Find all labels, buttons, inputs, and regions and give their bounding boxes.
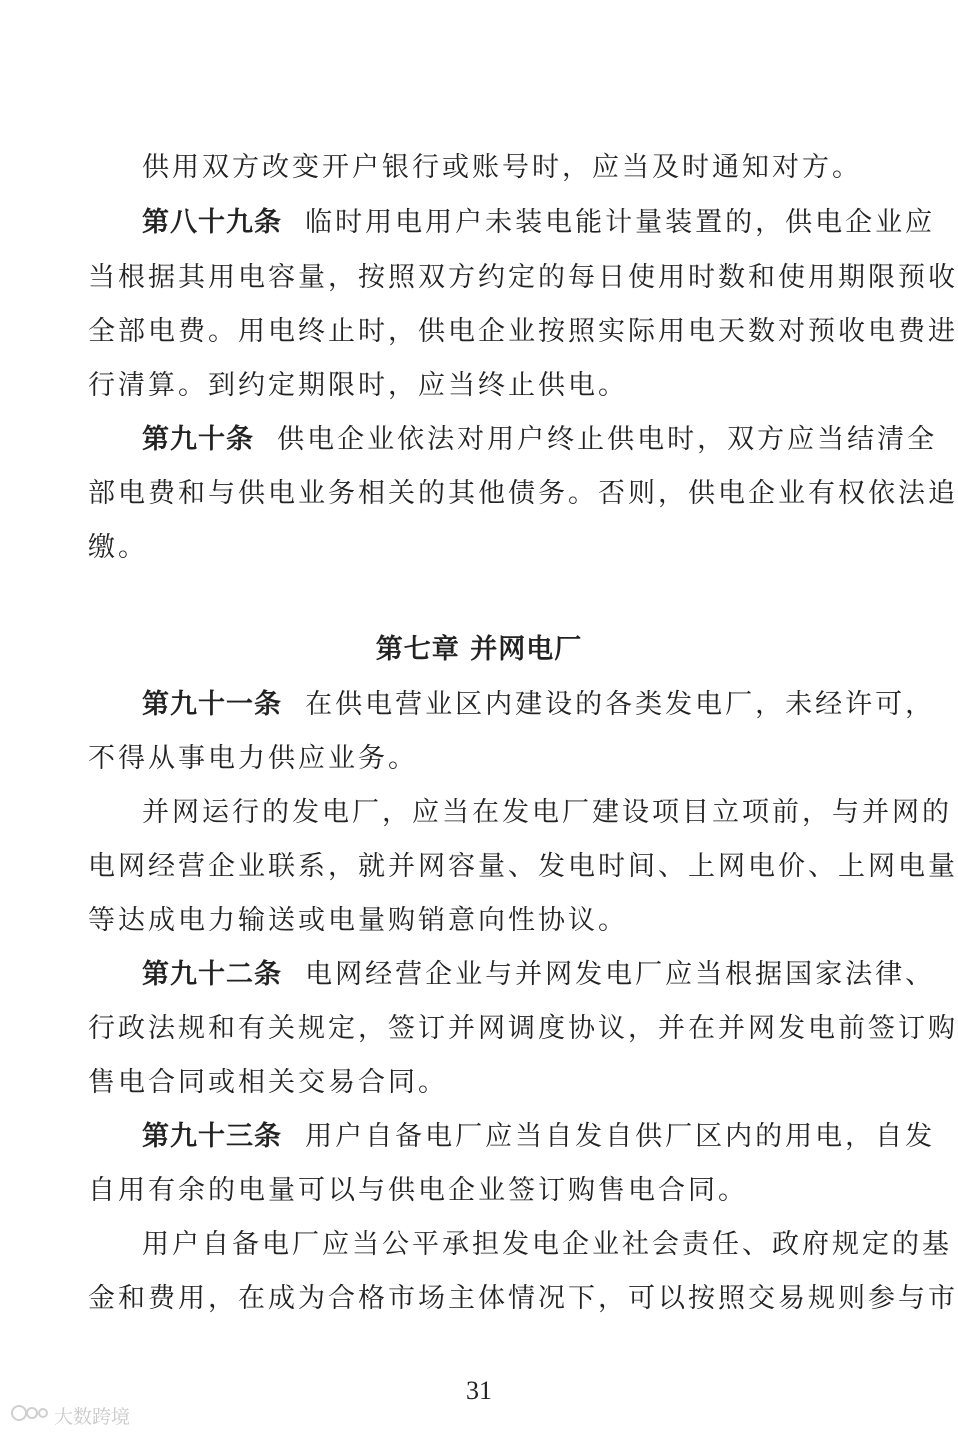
paragraph-line: 全部电费。用电终止时，供电企业按照实际用电天数对预收电费进 xyxy=(88,316,958,347)
watermark xyxy=(10,1402,130,1429)
paragraph-line: 第九十二条 电网经营企业与并网发电厂应当根据国家法律、 xyxy=(142,959,936,990)
article-heading: 第九十条 xyxy=(142,424,254,455)
paragraph-line: 等达成电力输送或电量购销意向性协议。 xyxy=(88,905,628,936)
paragraph-line: 供用双方改变开户银行或账号时，应当及时通知对方。 xyxy=(142,152,862,183)
paragraph-line: 行政法规和有关规定，签订并网调度协议，并在并网发电前签订购 xyxy=(88,1013,958,1044)
paragraph-line: 金和费用，在成为合格市场主体情况下，可以按照交易规则参与市 xyxy=(88,1283,958,1314)
paragraph-line: 第九十一条 在供电营业区内建设的各类发电厂，未经许可， xyxy=(142,689,936,720)
page-number: 31 xyxy=(466,1376,492,1405)
paragraph-line: 售电合同或相关交易合同。 xyxy=(88,1067,448,1098)
watermark-text: 大数跨境 xyxy=(54,1406,131,1428)
paragraph-line: 第九十三条 用户自备电厂应当自发自供厂区内的用电，自发 xyxy=(142,1121,936,1152)
paragraph-line: 用户自备电厂应当公平承担发电企业社会责任、政府规定的基 xyxy=(142,1229,952,1260)
paragraph-line: 电网经营企业联系，就并网容量、发电时间、上网电价、上网电量 xyxy=(88,851,958,882)
logo-icon xyxy=(10,1402,50,1429)
article-heading: 第八十九条 xyxy=(142,207,282,238)
paragraph-line: 当根据其用电容量，按照双方约定的每日使用时数和使用期限预收 xyxy=(88,262,958,293)
paragraph-line: 行清算。到约定期限时，应当终止供电。 xyxy=(88,370,628,401)
paragraph-line: 并网运行的发电厂，应当在发电厂建设项目立项前，与并网的 xyxy=(142,797,952,828)
article-heading: 第九十三条 xyxy=(142,1121,282,1152)
article-heading: 第九十一条 xyxy=(142,689,282,720)
paragraph-line: 不得从事电力供应业务。 xyxy=(88,743,418,774)
chapter-title: 第七章 并网电厂 xyxy=(375,634,583,665)
paragraph-line: 自用有余的电量可以与供电企业签订购售电合同。 xyxy=(88,1175,748,1206)
paragraph-line: 第八十九条 临时用电用户未装电能计量装置的，供电企业应 xyxy=(142,207,936,238)
paragraph-line: 部电费和与供电业务相关的其他债务。否则，供电企业有权依法追 xyxy=(88,478,958,509)
paragraph-line: 缴。 xyxy=(88,532,148,563)
article-heading: 第九十二条 xyxy=(142,959,282,990)
paragraph-line: 第九十条 供电企业依法对用户终止供电时，双方应当结清全 xyxy=(142,424,938,455)
